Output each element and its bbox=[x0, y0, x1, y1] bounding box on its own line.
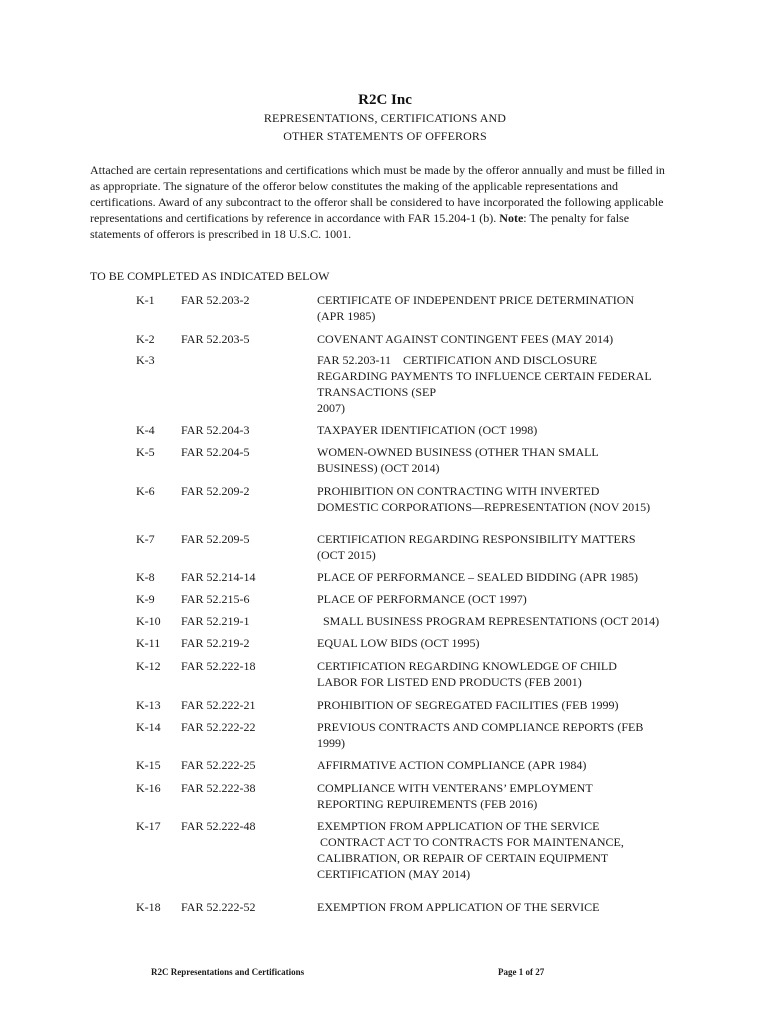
section-heading: TO BE COMPLETED AS INDICATED BELOW bbox=[90, 269, 330, 283]
far-clause: FAR 52.222-52 bbox=[181, 900, 256, 914]
item-description bbox=[317, 331, 687, 347]
item-number: K-18 bbox=[136, 900, 161, 914]
item-description bbox=[317, 658, 687, 690]
far-clause: FAR 52.204-3 bbox=[181, 423, 250, 437]
far-clause: FAR 52.209-5 bbox=[181, 532, 250, 546]
description-line: PROHIBITION ON CONTRACTING WITH INVERTED bbox=[317, 484, 600, 498]
description-line: DOMESTIC CORPORATIONS—REPRESENTATION (NOV 2015) bbox=[317, 500, 651, 514]
description-line: 2007) bbox=[317, 401, 345, 415]
item-number: K-13 bbox=[136, 698, 161, 712]
description-line: PREVIOUS CONTRACTS AND COMPLIANCE REPORTS (FEB bbox=[317, 720, 644, 734]
description-line: FAR 52.203-11 CERTIFICATION AND DISCLOSURE bbox=[317, 353, 597, 367]
far-clause: FAR 52.204-5 bbox=[181, 445, 250, 459]
item-description bbox=[317, 780, 687, 812]
item-description bbox=[317, 569, 687, 585]
item-description bbox=[317, 697, 687, 713]
description-line: PLACE OF PERFORMANCE (OCT 1997) bbox=[317, 592, 527, 606]
item-description bbox=[317, 292, 687, 324]
item-number: K-5 bbox=[136, 445, 155, 459]
description-line: TRANSACTIONS (SEP bbox=[317, 385, 437, 399]
item-number: K-8 bbox=[136, 570, 155, 584]
document-title: R2C Inc bbox=[358, 92, 412, 108]
description-line: PLACE OF PERFORMANCE – SEALED BIDDING (APR 1985) bbox=[317, 570, 639, 584]
item-number: K-12 bbox=[136, 659, 161, 673]
item-number: K-14 bbox=[136, 720, 161, 734]
description-line: REGARDING PAYMENTS TO INFLUENCE CERTAIN FEDERAL bbox=[317, 369, 652, 383]
item-number: K-15 bbox=[136, 758, 161, 772]
far-clause: FAR 52.222-18 bbox=[181, 659, 256, 673]
item-description bbox=[317, 757, 687, 773]
far-clause: FAR 52.209-2 bbox=[181, 484, 250, 498]
item-description bbox=[317, 422, 687, 438]
item-description bbox=[317, 719, 687, 751]
far-clause: FAR 52.219-1 bbox=[181, 614, 250, 628]
description-line: AFFIRMATIVE ACTION COMPLIANCE (APR 1984) bbox=[317, 758, 587, 772]
intro-paragraph bbox=[90, 162, 670, 242]
description-line: CALIBRATION, OR REPAIR OF CERTAIN EQUIPMENT bbox=[317, 851, 609, 865]
description-line: 1999) bbox=[317, 736, 345, 750]
item-number: K-2 bbox=[136, 332, 155, 346]
far-clause: FAR 52.222-48 bbox=[181, 819, 256, 833]
note-label: Note bbox=[499, 211, 524, 225]
far-clause: FAR 52.222-21 bbox=[181, 698, 256, 712]
description-line: CERTIFICATION REGARDING KNOWLEDGE OF CHILD bbox=[317, 659, 617, 673]
item-number: K-7 bbox=[136, 532, 155, 546]
item-description bbox=[317, 591, 687, 607]
item-description bbox=[317, 899, 687, 915]
description-line: (OCT 2015) bbox=[317, 548, 376, 562]
description-line: CONTRACT ACT TO CONTRACTS FOR MAINTENANCE, bbox=[317, 835, 624, 849]
item-number: K-17 bbox=[136, 819, 161, 833]
item-description bbox=[317, 635, 687, 651]
far-clause: FAR 52.222-38 bbox=[181, 781, 256, 795]
description-line: PROHIBITION OF SEGREGATED FACILITIES (FEB 1999) bbox=[317, 698, 619, 712]
item-description bbox=[317, 352, 687, 416]
far-clause: FAR 52.215-6 bbox=[181, 592, 250, 606]
item-description bbox=[317, 483, 687, 515]
far-clause: FAR 52.214-14 bbox=[181, 570, 256, 584]
far-clause: FAR 52.203-2 bbox=[181, 293, 250, 307]
item-description bbox=[317, 818, 687, 882]
far-clause: FAR 52.203-5 bbox=[181, 332, 250, 346]
item-number: K-9 bbox=[136, 592, 155, 606]
description-line: LABOR FOR LISTED END PRODUCTS (FEB 2001) bbox=[317, 675, 582, 689]
item-description bbox=[317, 444, 687, 476]
intro-text-after-note: : The penalty for false statements of offerors is prescribed in 18 U.S.C. 1001. bbox=[90, 211, 630, 241]
far-clause: FAR 52.222-22 bbox=[181, 720, 256, 734]
description-line: COMPLIANCE WITH VENTERANS’ EMPLOYMENT bbox=[317, 781, 593, 795]
item-number: K-1 bbox=[136, 293, 155, 307]
description-line: EXEMPTION FROM APPLICATION OF THE SERVICE bbox=[317, 819, 600, 833]
description-line: SMALL BUSINESS PROGRAM REPRESENTATIONS (OCT 2014) bbox=[317, 614, 660, 628]
description-line: (APR 1985) bbox=[317, 309, 376, 323]
footer-document-name: R2C Representations and Certifications bbox=[151, 967, 305, 977]
far-clause: FAR 52.222-25 bbox=[181, 758, 256, 772]
far-clause: FAR 52.219-2 bbox=[181, 636, 250, 650]
description-line: EXEMPTION FROM APPLICATION OF THE SERVICE bbox=[317, 900, 600, 914]
document-subtitle-line-1: REPRESENTATIONS, CERTIFICATIONS AND bbox=[263, 111, 507, 125]
item-description bbox=[317, 531, 687, 563]
item-description bbox=[317, 613, 687, 629]
item-number: K-4 bbox=[136, 423, 155, 437]
item-number: K-10 bbox=[136, 614, 161, 628]
document-subtitle-line-2: OTHER STATEMENTS OF OFFERORS bbox=[283, 129, 487, 143]
description-line: CERTIFICATE OF INDEPENDENT PRICE DETERMINATION bbox=[317, 293, 635, 307]
description-line: TAXPAYER IDENTIFICATION (OCT 1998) bbox=[317, 423, 538, 437]
footer-page-number: Page 1 of 27 bbox=[498, 967, 545, 977]
description-line: CERTIFICATION REGARDING RESPONSIBILITY MATTERS bbox=[317, 532, 636, 546]
item-number: K-3 bbox=[136, 353, 155, 367]
intro-text: Attached are certain representations and certifications which must be made by the offeror annually and must be filled in as appropriate. The signature of the offeror below constitutes the making of the applicable representations and certifications. Award of any subcontract to the offeror shall be considered to have incorporated the following applicable representations and certifications by reference in accordance with FAR 15.204-1 (b). bbox=[90, 163, 665, 225]
description-line: COVENANT AGAINST CONTINGENT FEES (MAY 2014) bbox=[317, 332, 614, 346]
description-line: WOMEN-OWNED BUSINESS (OTHER THAN SMALL bbox=[317, 445, 599, 459]
item-number: K-16 bbox=[136, 781, 161, 795]
description-line: BUSINESS) (OCT 2014) bbox=[317, 461, 440, 475]
description-line: CERTIFICATION (MAY 2014) bbox=[317, 867, 471, 881]
item-number: K-11 bbox=[136, 636, 161, 650]
description-line: REPORTING REPUIREMENTS (FEB 2016) bbox=[317, 797, 538, 811]
description-line: EQUAL LOW BIDS (OCT 1995) bbox=[317, 636, 480, 650]
item-number: K-6 bbox=[136, 484, 155, 498]
